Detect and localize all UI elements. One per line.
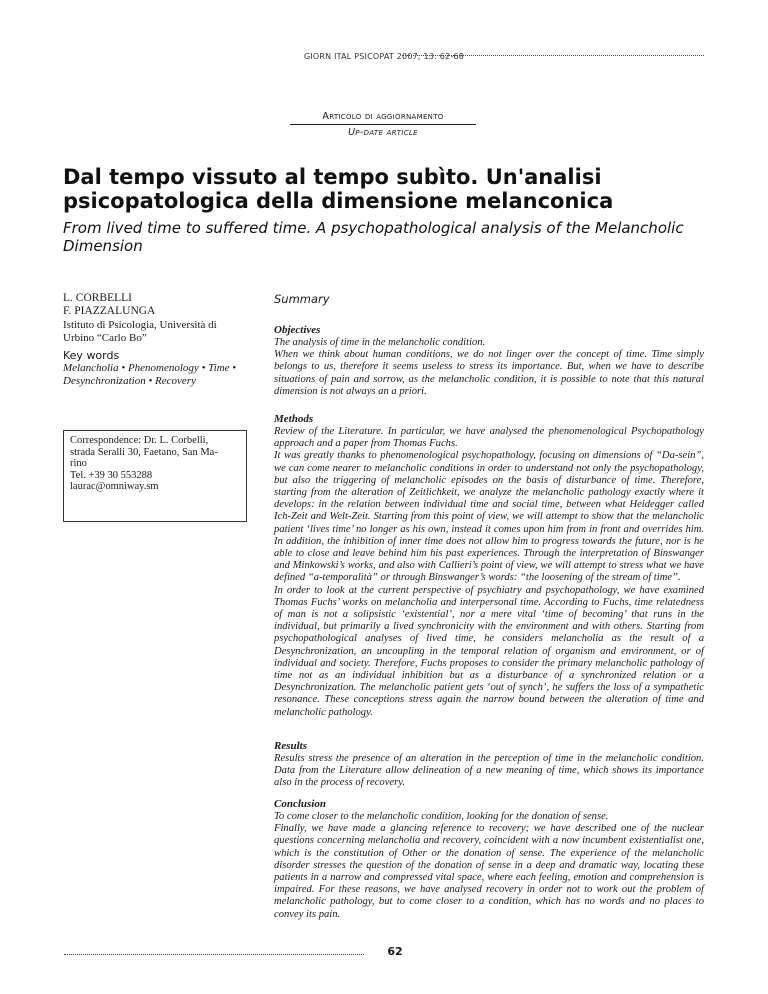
section-heading: Conclusion [274,798,326,810]
section-heading: Methods [274,413,314,425]
paragraph: In order to look at the current perspective of psychiatry and psychopathology, we have examined Thomas Fuchs’ works on melancholia and interpersonal time. According to Fuchs, time relatedness of man is not a solipsistic ‘existential’, nor a mere vital ‘time of becoming’ that runs in the individual, but primarily a lived synchronicity with the environment and with others. Starting from psychopathological analyses of lived time, he considers melancholia as the result of a Desynchronization, an uncoupling in the temporal relation of organism and environment, or of individual and society. Therefore, Fuchs proposes to consider the primary melancholic pathology of time not as an individual inhibition but as a disturbance of a synchronized relation or a Desynchronization. The melancholic patient gets ‘out of synch’, he suffers the loss of a sympathetic resonance. These conceptions stress again the narrow bound between the alteration of time and melancholic pathology. [274,584,704,718]
section-heading: Results [274,740,308,752]
summary-heading: Summary [274,292,330,306]
article-type-italian: Articolo di aggiornamento [322,111,444,122]
correspondence-email[interactable]: laurac@omniway.sm [70,481,159,492]
section-body [274,811,704,921]
correspondence-line: rino [70,458,87,469]
keywords-heading: Key words [63,349,120,362]
page-number: 62 [387,945,403,958]
title-english: From lived time to suffered time. A psychopathological analysis of the Melancholic Dimension [63,219,684,255]
correspondence-box [63,430,247,522]
article-type-english: Up-date article [348,127,418,138]
paragraph: To come closer to the melancholic condition, looking for the donation of sense. [274,811,609,822]
section-heading: Objectives [274,324,321,336]
section-conclusion [274,798,704,921]
correspondence-line: strada Seralli 30, Faetano, San Ma- [70,446,218,458]
keywords-text: Melancholia • Phenomenology • Time • Desynchronization • Recovery [63,362,237,387]
paragraph: Results stress the presence of an alteration in the perception of time in the melancholic condition. Data from the Literature allow delineation of a new meaning of time, which shows its importance also in the process of recovery. [274,753,704,789]
dotted-rule-top [402,55,704,56]
correspondence-phone: Tel. +39 30 553288 [70,469,153,481]
running-head: GIORN ITAL PSICOPAT 2007; 13: 62-68 [303,52,465,61]
authors [63,292,155,318]
section-body [274,337,704,398]
section-objectives [274,324,704,398]
title-italian: Dal tempo vissuto al tempo subìto. Un'analisi psicopatologica della dimensione melanconica [63,165,614,213]
paragraph: Review of the Literature. In particular, we have analysed the phenomenological Psychopathology approach and a paper from Thomas Fuchs. [274,426,704,450]
section-body [274,753,704,790]
affiliation: Istituto di Psicologia, Università di Urbino “Carlo Bo” [63,319,217,344]
correspondence-line: Correspondence: Dr. L. Corbelli, [70,435,209,446]
dotted-rule-bottom [64,954,364,955]
author-1: L. CORBELLI [63,292,132,304]
section-methods [274,413,704,719]
paragraph: Finally, we have made a glancing reference to recovery; we have described one of the nuclear questions concerning melancholia and recovery, coincident with a now incumbent existentialist one, which is the constitution of Other or the donation of sense. The experience of the melancholic disorder stresses the question of the donation of sense in a deep and dramatic way, locating these patients in a narrow and compressed vital space, where each feeling, emotion and comprehension is impaired. For these reasons, we have analysed recovery in order not to work out the problem of melancholic pathology, but to come closer to a condition, which has no words and no places to convey its pain. [274,823,704,920]
paragraph: The analysis of time in the melancholic condition. [274,337,486,348]
author-2: F. PIAZZALUNGA [63,305,156,317]
section-results [274,740,704,790]
paragraph: It was greatly thanks to phenomenological psychopathology, focusing on dimensions of “Da-sein”, we can come nearer to melancholic conditions in order to understand not only the psychopathology, but also the triggering of melancholic episodes on the basis of disturbance of time. Therefore, starting from the alteration of Zeitlichkeit, we analyze the melancholic pathology exactly where it develops: in the relation between individual time and social time, between what Heidegger called Ich-Zeit and Welt-Zeit. Starting from this point of view, we will attempt to show that the melancholic patient ‘lives time’ no longer as his own, instead it comes upon him from in front and overrides him. In addition, the inhibition of inner time does not allow him to progress towards the future, nor is he able to close and leave behind him his past experiences. Through the interpretation of Binswanger and Minkowski’s works, and also with Callieri’s point of view, we will attempt to stress what we have defined “a-temporalità” or through Binswanger’s words: “the loosening of the stream of time”. [274,450,704,584]
section-body [274,426,704,719]
paragraph: When we think about human conditions, we do not linger over the concept of time. Time simply belongs to us, therefore it seems useless to stress its importance. But, when we have to describe situations of pain and sorrow, as the melancholic condition, it is possible to note that this natural dimension is not always an a priori. [274,349,704,397]
article-type-rule [290,124,476,125]
